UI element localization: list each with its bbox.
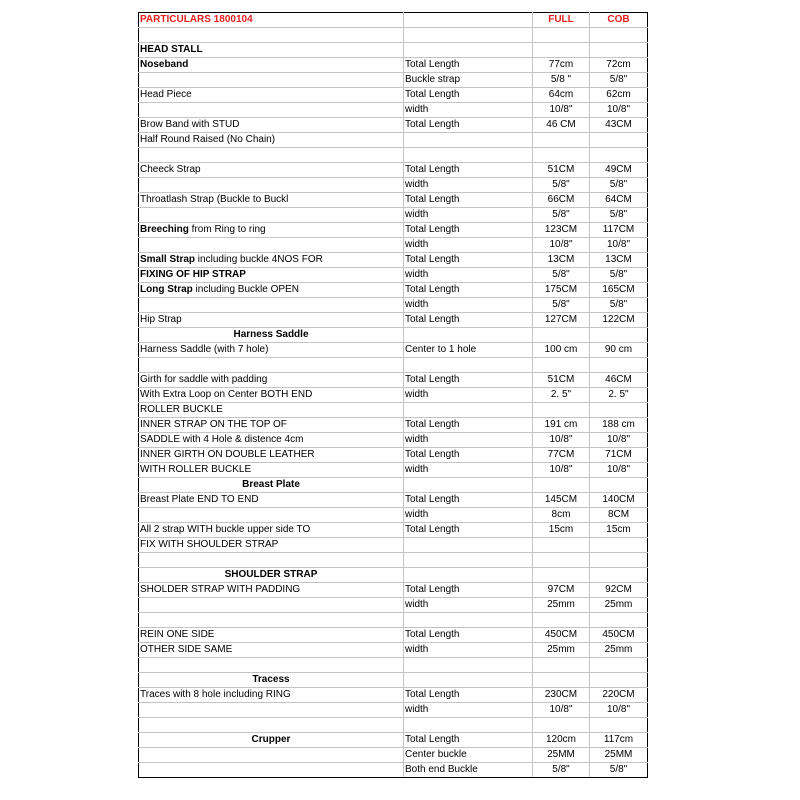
full-value-cell	[533, 133, 590, 148]
cob-value-cell: 15cm	[590, 523, 648, 538]
particular-suffix: including buckle 4NOS FOR	[195, 254, 323, 265]
table-row	[139, 373, 648, 388]
specification-table	[138, 12, 648, 778]
particular-cell: FIXING OF HIP STRAP	[139, 268, 404, 283]
measure-cell: width	[404, 208, 533, 223]
measure-cell: Total Length	[404, 688, 533, 703]
particular-cell: Head Piece	[139, 88, 404, 103]
particular-cell: HEAD STALL	[139, 43, 404, 58]
cob-value-cell: 46CM	[590, 373, 648, 388]
measure-cell: width	[404, 463, 533, 478]
table-row	[139, 58, 648, 73]
full-value-cell: 127CM	[533, 313, 590, 328]
full-value-cell: 450CM	[533, 628, 590, 643]
measure-cell: Total Length	[404, 493, 533, 508]
table-row	[139, 298, 648, 313]
cob-value-cell	[590, 658, 648, 673]
full-value-cell	[533, 358, 590, 373]
cob-value-cell: 90 cm	[590, 343, 648, 358]
full-value-cell: 10/8"	[533, 703, 590, 718]
measure-cell: width	[404, 178, 533, 193]
full-value-cell: 51CM	[533, 373, 590, 388]
header-full: FULL	[533, 13, 590, 28]
particular-cell: Girth for saddle with padding	[139, 373, 404, 388]
full-value-cell	[533, 718, 590, 733]
particular-cell: Hip Strap	[139, 313, 404, 328]
particular-cell	[139, 613, 404, 628]
full-value-cell	[533, 28, 590, 43]
measure-cell: Total Length	[404, 583, 533, 598]
table-row	[139, 538, 648, 553]
particular-cell	[139, 703, 404, 718]
header-row	[139, 13, 648, 28]
table-row	[139, 448, 648, 463]
table-row	[139, 133, 648, 148]
particular-cell	[139, 598, 404, 613]
table-row	[139, 28, 648, 43]
full-value-cell: 5/8"	[533, 178, 590, 193]
specification-table-body	[139, 13, 648, 778]
measure-cell: Total Length	[404, 163, 533, 178]
cob-value-cell	[590, 358, 648, 373]
cob-value-cell	[590, 718, 648, 733]
particular-cell	[139, 658, 404, 673]
full-value-cell: 230CM	[533, 688, 590, 703]
measure-cell: width	[404, 298, 533, 313]
measure-cell: width	[404, 598, 533, 613]
measure-cell: Total Length	[404, 88, 533, 103]
particular-bold-prefix: Long Strap	[140, 284, 193, 295]
cob-value-cell: 62cm	[590, 88, 648, 103]
particular-cell: Brow Band with STUD	[139, 118, 404, 133]
full-value-cell: 191 cm	[533, 418, 590, 433]
measure-cell: Total Length	[404, 628, 533, 643]
particular-suffix: including Buckle OPEN	[192, 284, 299, 295]
cob-value-cell: 25mm	[590, 643, 648, 658]
full-value-cell: 25mm	[533, 643, 590, 658]
particular-cell: Crupper	[139, 733, 404, 748]
table-row	[139, 328, 648, 343]
measure-cell: Total Length	[404, 193, 533, 208]
cob-value-cell: 5/8"	[590, 178, 648, 193]
table-row	[139, 748, 648, 763]
table-row	[139, 103, 648, 118]
full-value-cell: 77CM	[533, 448, 590, 463]
measure-cell	[404, 358, 533, 373]
particular-cell	[139, 208, 404, 223]
cob-value-cell	[590, 673, 648, 688]
cob-value-cell	[590, 28, 648, 43]
particular-cell: Traces with 8 hole including RING	[139, 688, 404, 703]
measure-cell: Total Length	[404, 253, 533, 268]
table-row	[139, 688, 648, 703]
particular-cell	[139, 73, 404, 88]
table-row	[139, 733, 648, 748]
full-value-cell: 66CM	[533, 193, 590, 208]
table-row	[139, 508, 648, 523]
full-value-cell: 25mm	[533, 598, 590, 613]
full-value-cell: 13CM	[533, 253, 590, 268]
cob-value-cell: 5/8"	[590, 73, 648, 88]
table-row	[139, 403, 648, 418]
full-value-cell: 2. 5"	[533, 388, 590, 403]
measure-cell: width	[404, 433, 533, 448]
table-row	[139, 313, 648, 328]
header-cob: COB	[590, 13, 648, 28]
table-row	[139, 388, 648, 403]
cob-value-cell: 72cm	[590, 58, 648, 73]
cob-value-cell: 92CM	[590, 583, 648, 598]
measure-cell: width	[404, 703, 533, 718]
full-value-cell	[533, 43, 590, 58]
particular-cell	[139, 508, 404, 523]
particular-cell: Cheeck Strap	[139, 163, 404, 178]
particular-cell: Breast Plate END TO END	[139, 493, 404, 508]
cob-value-cell	[590, 613, 648, 628]
measure-cell: Total Length	[404, 733, 533, 748]
particular-cell: SADDLE with 4 Hole & distence 4cm	[139, 433, 404, 448]
measure-cell: Total Length	[404, 313, 533, 328]
cob-value-cell: 10/8"	[590, 103, 648, 118]
table-row	[139, 478, 648, 493]
cob-value-cell	[590, 328, 648, 343]
cob-value-cell: 450CM	[590, 628, 648, 643]
cob-value-cell: 71CM	[590, 448, 648, 463]
table-row	[139, 163, 648, 178]
cob-value-cell	[590, 478, 648, 493]
full-value-cell: 10/8"	[533, 433, 590, 448]
cob-value-cell: 10/8"	[590, 433, 648, 448]
particular-cell: Breast Plate	[139, 478, 404, 493]
table-row	[139, 628, 648, 643]
table-row	[139, 43, 648, 58]
cob-value-cell: 25mm	[590, 598, 648, 613]
full-value-cell	[533, 148, 590, 163]
table-row	[139, 148, 648, 163]
table-row	[139, 118, 648, 133]
measure-cell	[404, 718, 533, 733]
measure-cell: Total Length	[404, 418, 533, 433]
full-value-cell	[533, 403, 590, 418]
cob-value-cell	[590, 553, 648, 568]
measure-cell	[404, 43, 533, 58]
table-row	[139, 643, 648, 658]
table-row	[139, 718, 648, 733]
table-row	[139, 358, 648, 373]
particular-cell	[139, 298, 404, 313]
particular-cell	[139, 148, 404, 163]
cob-value-cell: 43CM	[590, 118, 648, 133]
measure-cell: width	[404, 388, 533, 403]
cob-value-cell: 5/8"	[590, 268, 648, 283]
cob-value-cell: 117cm	[590, 733, 648, 748]
full-value-cell: 46 CM	[533, 118, 590, 133]
table-row	[139, 343, 648, 358]
cob-value-cell: 5/8"	[590, 763, 648, 778]
measure-cell: Total Length	[404, 283, 533, 298]
table-row	[139, 238, 648, 253]
cob-value-cell	[590, 133, 648, 148]
full-value-cell: 123CM	[533, 223, 590, 238]
measure-cell: width	[404, 643, 533, 658]
table-row	[139, 703, 648, 718]
table-row	[139, 673, 648, 688]
table-row	[139, 88, 648, 103]
measure-cell	[404, 658, 533, 673]
particular-cell: All 2 strap WITH buckle upper side TO	[139, 523, 404, 538]
particular-cell	[139, 238, 404, 253]
cob-value-cell: 8CM	[590, 508, 648, 523]
full-value-cell	[533, 538, 590, 553]
cob-value-cell: 5/8"	[590, 208, 648, 223]
table-row	[139, 73, 648, 88]
particular-cell: With Extra Loop on Center BOTH END	[139, 388, 404, 403]
cob-value-cell: 13CM	[590, 253, 648, 268]
full-value-cell: 10/8"	[533, 238, 590, 253]
cob-value-cell: 49CM	[590, 163, 648, 178]
particular-cell: SHOLDER STRAP WITH PADDING	[139, 583, 404, 598]
particular-cell: INNER STRAP ON THE TOP OF	[139, 418, 404, 433]
full-value-cell: 10/8"	[533, 463, 590, 478]
full-value-cell: 97CM	[533, 583, 590, 598]
full-value-cell: 5/8"	[533, 763, 590, 778]
full-value-cell	[533, 613, 590, 628]
particular-cell	[139, 283, 404, 298]
cob-value-cell: 188 cm	[590, 418, 648, 433]
full-value-cell: 15cm	[533, 523, 590, 538]
cob-value-cell: 10/8"	[590, 238, 648, 253]
particular-cell: SHOULDER STRAP	[139, 568, 404, 583]
measure-cell	[404, 328, 533, 343]
particular-cell	[139, 103, 404, 118]
particular-cell: INNER GIRTH ON DOUBLE LEATHER	[139, 448, 404, 463]
particular-cell: Tracess	[139, 673, 404, 688]
header-blank	[404, 13, 533, 28]
particular-bold-prefix: Breeching	[140, 224, 189, 235]
full-value-cell	[533, 328, 590, 343]
measure-cell: width	[404, 238, 533, 253]
particular-cell: Half Round Raised (No Chain)	[139, 133, 404, 148]
table-row	[139, 418, 648, 433]
particular-cell	[139, 28, 404, 43]
measure-cell	[404, 613, 533, 628]
full-value-cell	[533, 478, 590, 493]
particular-cell: WITH ROLLER BUCKLE	[139, 463, 404, 478]
full-value-cell: 145CM	[533, 493, 590, 508]
cob-value-cell: 117CM	[590, 223, 648, 238]
table-row	[139, 613, 648, 628]
full-value-cell	[533, 658, 590, 673]
measure-cell: Center to 1 hole	[404, 343, 533, 358]
cob-value-cell: 25MM	[590, 748, 648, 763]
cob-value-cell: 5/8"	[590, 298, 648, 313]
particular-cell: Harness Saddle	[139, 328, 404, 343]
particular-bold-prefix: Small Strap	[140, 254, 196, 265]
table-row	[139, 463, 648, 478]
full-value-cell	[533, 568, 590, 583]
particular-cell: FIX WITH SHOULDER STRAP	[139, 538, 404, 553]
cob-value-cell	[590, 568, 648, 583]
measure-cell	[404, 538, 533, 553]
measure-cell	[404, 553, 533, 568]
particular-cell	[139, 178, 404, 193]
particular-cell: Noseband	[139, 58, 404, 73]
cob-value-cell	[590, 403, 648, 418]
measure-cell: Total Length	[404, 523, 533, 538]
measure-cell	[404, 403, 533, 418]
particular-cell	[139, 763, 404, 778]
measure-cell	[404, 148, 533, 163]
particular-cell: Throatlash Strap (Buckle to Buckl	[139, 193, 404, 208]
measure-cell	[404, 478, 533, 493]
measure-cell: Total Length	[404, 118, 533, 133]
particular-cell	[139, 253, 404, 268]
particular-cell: Harness Saddle (with 7 hole)	[139, 343, 404, 358]
cob-value-cell	[590, 538, 648, 553]
particular-cell	[139, 718, 404, 733]
table-row	[139, 598, 648, 613]
table-row	[139, 433, 648, 448]
measure-cell: width	[404, 508, 533, 523]
cob-value-cell: 220CM	[590, 688, 648, 703]
cob-value-cell: 10/8"	[590, 463, 648, 478]
table-row	[139, 268, 648, 283]
full-value-cell: 51CM	[533, 163, 590, 178]
full-value-cell: 5/8"	[533, 208, 590, 223]
full-value-cell: 175CM	[533, 283, 590, 298]
full-value-cell: 120cm	[533, 733, 590, 748]
particular-cell	[139, 748, 404, 763]
particular-cell	[139, 223, 404, 238]
full-value-cell: 100 cm	[533, 343, 590, 358]
table-row	[139, 553, 648, 568]
table-row	[139, 208, 648, 223]
full-value-cell: 5/8"	[533, 268, 590, 283]
measure-cell: Total Length	[404, 373, 533, 388]
full-value-cell	[533, 673, 590, 688]
particular-cell	[139, 553, 404, 568]
full-value-cell: 5/8 "	[533, 73, 590, 88]
full-value-cell	[533, 553, 590, 568]
cob-value-cell: 122CM	[590, 313, 648, 328]
particular-cell	[139, 358, 404, 373]
measure-cell: Center buckle	[404, 748, 533, 763]
table-row	[139, 493, 648, 508]
cob-value-cell: 64CM	[590, 193, 648, 208]
measure-cell	[404, 28, 533, 43]
measure-cell: Total Length	[404, 223, 533, 238]
cob-value-cell: 165CM	[590, 283, 648, 298]
measure-cell: width	[404, 103, 533, 118]
cob-value-cell: 2. 5"	[590, 388, 648, 403]
measure-cell: Both end Buckle	[404, 763, 533, 778]
table-row	[139, 283, 648, 298]
measure-cell: Buckle strap	[404, 73, 533, 88]
full-value-cell: 5/8"	[533, 298, 590, 313]
particular-cell: ROLLER BUCKLE	[139, 403, 404, 418]
table-row	[139, 253, 648, 268]
full-value-cell: 25MM	[533, 748, 590, 763]
full-value-cell: 8cm	[533, 508, 590, 523]
measure-cell: Total Length	[404, 58, 533, 73]
table-row	[139, 223, 648, 238]
particular-cell: OTHER SIDE SAME	[139, 643, 404, 658]
measure-cell	[404, 568, 533, 583]
full-value-cell: 64cm	[533, 88, 590, 103]
particular-cell: REIN ONE SIDE	[139, 628, 404, 643]
cob-value-cell: 10/8"	[590, 703, 648, 718]
cob-value-cell: 140CM	[590, 493, 648, 508]
table-row	[139, 583, 648, 598]
table-row	[139, 193, 648, 208]
cob-value-cell	[590, 43, 648, 58]
measure-cell	[404, 133, 533, 148]
measure-cell: Total Length	[404, 448, 533, 463]
particular-suffix: from Ring to ring	[188, 224, 266, 235]
table-row	[139, 178, 648, 193]
measure-cell	[404, 673, 533, 688]
table-row	[139, 568, 648, 583]
table-row	[139, 658, 648, 673]
header-particulars: PARTICULARS 1800104	[139, 13, 404, 28]
full-value-cell: 77cm	[533, 58, 590, 73]
table-row	[139, 523, 648, 538]
measure-cell: width	[404, 268, 533, 283]
table-row	[139, 763, 648, 778]
cob-value-cell	[590, 148, 648, 163]
full-value-cell: 10/8"	[533, 103, 590, 118]
